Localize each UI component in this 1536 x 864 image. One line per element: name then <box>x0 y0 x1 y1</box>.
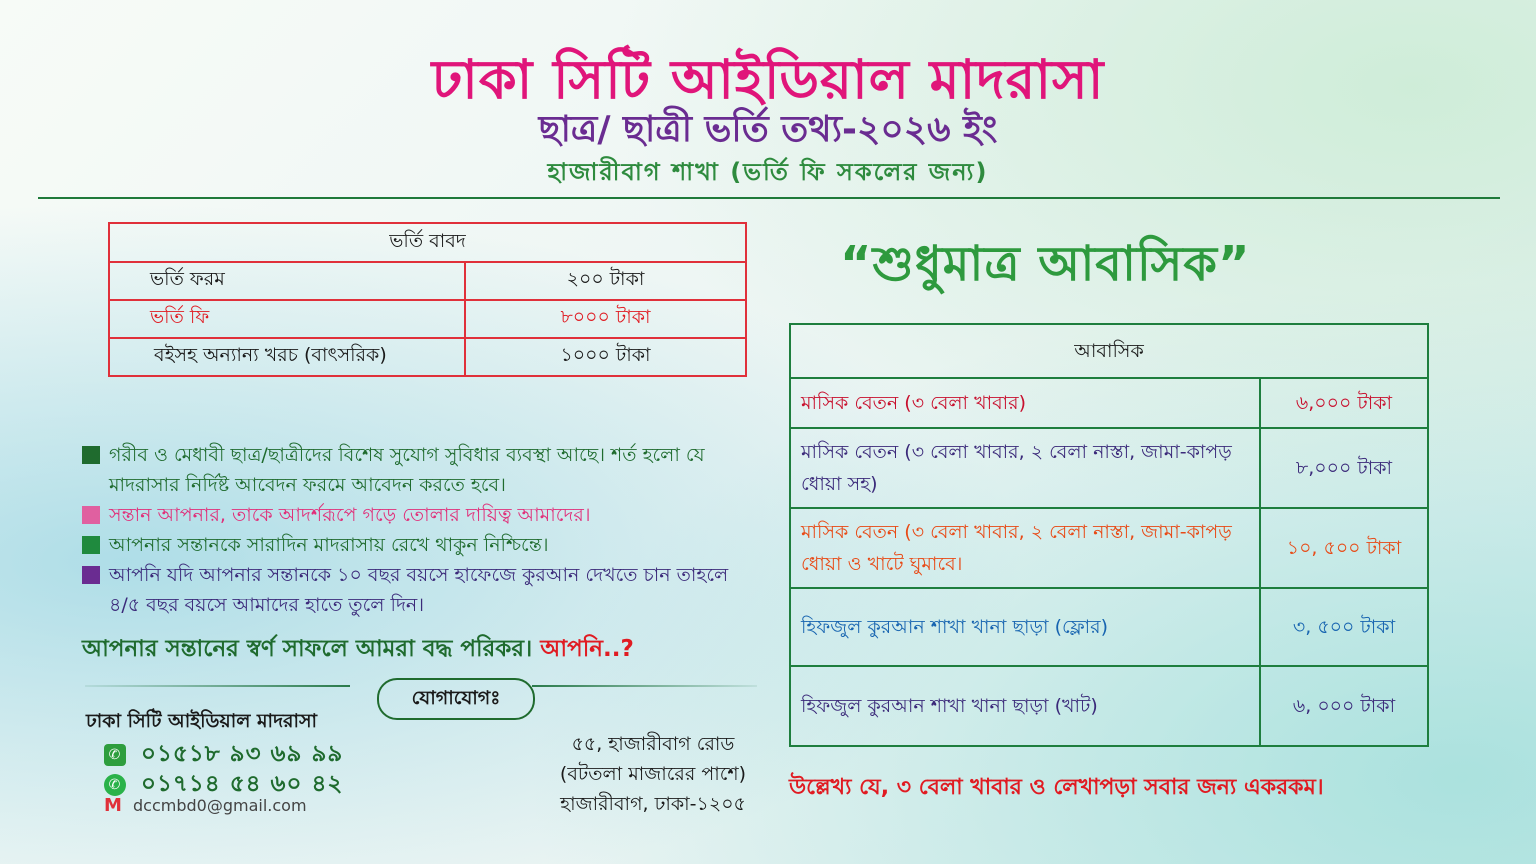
contact-label: যোগাযোগঃ <box>377 678 535 720</box>
list-item-text: গরীব ও মেধাবী ছাত্র/ছাত্রীদের বিশেষ সুযোগ সুবিধার ব্যবস্থা আছে। শর্ত হলো যে মাদরাসার নির্দিষ্ট আবেদন ফরমে আবেদন করতে হবে। <box>109 444 705 496</box>
table-row <box>790 428 1428 508</box>
fee-label: হিফজুল কুরআন শাখা খানা ছাড়া (খাট) <box>790 666 1260 746</box>
fee-label: বইসহ অন্যান্য খরচ (বাৎসরিক) <box>109 338 465 376</box>
admission-table-heading: ভর্তি বাবদ <box>109 223 746 262</box>
email-contact[interactable] <box>104 795 307 816</box>
address-line: ৫৫, হাজারীবাগ রোড <box>571 733 735 755</box>
list-item-text: সন্তান আপনার, তাকে আদর্শরূপে গড়ে তোলার দায়িত্ব আমাদের। <box>109 504 591 526</box>
table-row <box>790 508 1428 588</box>
residential-fee-table <box>789 323 1429 747</box>
fee-amount: ১০০০ টাকা <box>465 338 746 376</box>
table-row <box>109 300 746 338</box>
email-address: dccmbd0@gmail.com <box>133 796 307 815</box>
whatsapp-number: ০১৭১৪ ৫৪ ৬০ ৪২ <box>141 771 344 797</box>
phone-icon: ✆ <box>104 744 126 766</box>
fee-amount: ৬,০০০ টাকা <box>1260 378 1428 428</box>
table-row <box>790 588 1428 666</box>
table-row <box>790 378 1428 428</box>
contact-divider-left <box>85 685 350 687</box>
fee-label: মাসিক বেতন (৩ বেলা খাবার) <box>790 378 1260 428</box>
table-row <box>109 338 746 376</box>
slogan-text: আপনার সন্তানের স্বর্ণ সাফলে আমরা বদ্ধ পরিকর। <box>82 636 533 662</box>
list-item-text: আপনি যদি আপনার সন্তানকে ১০ বছর বয়সে হাফেজে কুরআন দেখতে চান তাহলে ৪/৫ বছর বয়সে আমাদের হাতে তুলে দিন। <box>109 564 729 616</box>
fee-amount: ৩, ৫০০ টাকা <box>1260 588 1428 666</box>
header-divider <box>38 197 1500 199</box>
fee-amount: ৮০০০ টাকা <box>465 300 746 338</box>
whatsapp-icon: ✆ <box>104 774 126 796</box>
table-row <box>790 666 1428 746</box>
table-row <box>109 262 746 300</box>
fee-label: ভর্তি ফরম <box>109 262 465 300</box>
phone-number: ০১৫১৮ ৯৩ ৬৯ ৯৯ <box>141 741 344 767</box>
branch-label: হাজারীবাগ শাখা (ভর্তি ফি সকলের জন্য) <box>547 158 989 186</box>
fee-label: মাসিক বেতন (৩ বেলা খাবার, ২ বেলা নাস্তা, জামা-কাপড় ধোয়া সহ) <box>790 428 1260 508</box>
address-line: হাজারীবাগ, ঢাকা-১২০৫ <box>560 793 746 815</box>
footnote: উল্লেখ্য যে, ৩ বেলা খাবার ও লেখাপড়া সবার জন্য একরকম। <box>789 775 1324 800</box>
contact-divider-right <box>532 685 757 687</box>
fee-amount: ২০০ টাকা <box>465 262 746 300</box>
residential-table-heading: আবাসিক <box>790 324 1428 378</box>
fee-amount: ১০, ৫০০ টাকা <box>1260 508 1428 588</box>
bullet-square-icon <box>82 536 100 554</box>
address-block <box>553 729 753 819</box>
slogan <box>82 630 634 669</box>
fee-label: ভর্তি ফি <box>109 300 465 338</box>
list-item <box>82 440 752 500</box>
org-name: ঢাকা সিটি আইডিয়াল মাদরাসা <box>86 710 318 732</box>
list-item <box>82 500 752 530</box>
fee-label: হিফজুল কুরআন শাখা খানা ছাড়া (ফ্লোর) <box>790 588 1260 666</box>
fee-amount: ৬, ০০০ টাকা <box>1260 666 1428 746</box>
fee-amount: ৮,০০০ টাকা <box>1260 428 1428 508</box>
mail-icon: M <box>104 795 122 816</box>
bullet-square-icon <box>82 506 100 524</box>
slogan-highlight: আপনি..? <box>540 636 634 662</box>
address-line: (বটতলা মাজারের পাশে) <box>559 763 747 785</box>
residential-heading: “শুধুমাত্র আবাসিক” <box>840 236 1251 292</box>
list-item-text: আপনার সন্তানকে সারাদিন মাদরাসায় রেখে থাকুন নিশ্চিন্তে। <box>109 534 549 556</box>
bullet-square-icon <box>82 446 100 464</box>
fee-label: মাসিক বেতন (৩ বেলা খাবার, ২ বেলা নাস্তা, জামা-কাপড় ধোয়া ও খাটে ঘুমাবে। <box>790 508 1260 588</box>
list-item <box>82 530 752 560</box>
list-item <box>82 560 752 620</box>
page-subtitle: ছাত্র/ ছাত্রী ভর্তি তথ্য-২০২৬ ইং <box>538 109 998 150</box>
admission-fee-table <box>108 222 747 377</box>
feature-list <box>82 440 752 620</box>
page-title: ঢাকা সিটি আইডিয়াল মাদরাসা <box>431 48 1105 111</box>
bullet-square-icon <box>82 566 100 584</box>
